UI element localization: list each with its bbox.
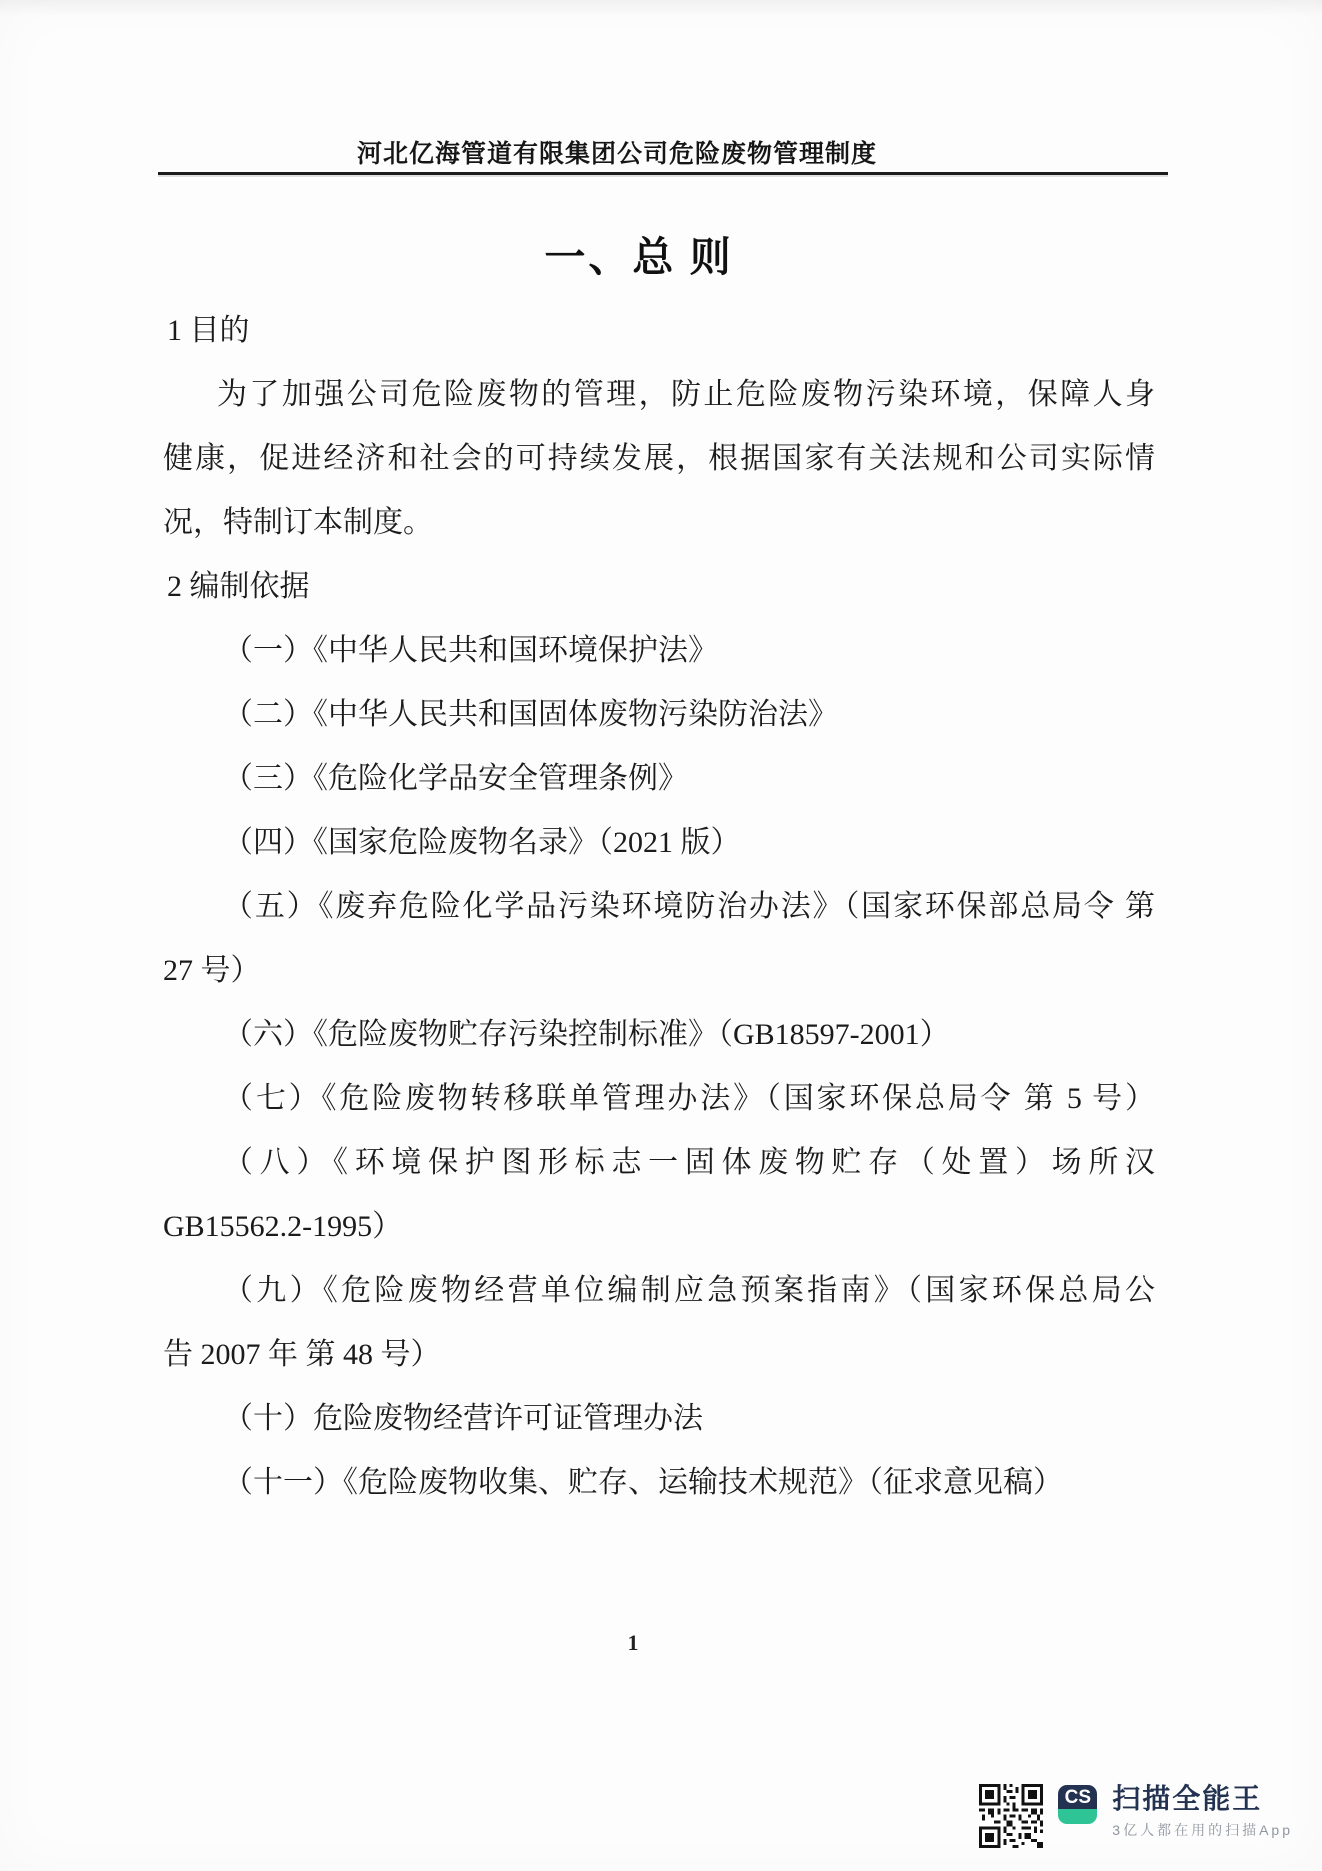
qr-code-icon [979, 1784, 1043, 1848]
document-line: （一）《中华人民共和国环境保护法》 [223, 634, 718, 667]
document-body [163, 299, 1155, 1515]
header-divider [158, 172, 1168, 175]
document-line: （十一）《危险废物收集、贮存、运输技术规范》（征求意见稿） [223, 1466, 1063, 1499]
document-line: （三）《危险化学品安全管理条例》 [223, 762, 688, 795]
camscanner-logo-text: CS [1064, 1787, 1091, 1808]
document-line: 健康，促进经济和社会的可持续发展，根据国家有关法规和公司实际情 [163, 442, 1155, 475]
scanner-tagline: 3亿人都在用的扫描App [1112, 1822, 1293, 1838]
page-number: 1 [627, 1630, 639, 1655]
document-line: （十）危险废物经营许可证管理办法 [223, 1402, 703, 1435]
scanner-app-name: 扫描全能王 [1112, 1783, 1263, 1814]
document-line: 为了加强公司危险废物的管理，防止危险废物污染环境，保障人身 [217, 378, 1155, 411]
document-header-title: 河北亿海管道有限集团公司危险废物管理制度 [356, 141, 877, 168]
scanner-watermark [979, 1783, 1293, 1848]
document-line: （七）《危险废物转移联单管理办法》（国家环保总局令 第 5 号） [223, 1082, 1155, 1115]
document-line: 2 编制依据 [167, 570, 310, 603]
document-line: 1 目的 [167, 314, 250, 347]
document-line: （二）《中华人民共和国固体废物污染防治法》 [223, 698, 838, 731]
document-line: （四）《国家危险废物名录》（2021 版） [223, 826, 741, 859]
document-line: （九）《危险废物经营单位编制应急预案指南》（国家环保总局公 [223, 1274, 1155, 1307]
section-title: 一、总 则 [544, 234, 734, 280]
document-line: 告 2007 年 第 48 号） [163, 1338, 441, 1371]
document-line: （八）《环境保护图形标志一固体废物贮存（处置）场所汉 [223, 1146, 1155, 1179]
scanner-watermark-text [1112, 1783, 1293, 1840]
camscanner-logo-icon [1058, 1785, 1097, 1824]
document-line: 27 号） [163, 954, 261, 987]
document-line: （五）《废弃危险化学品污染环境防治办法》（国家环保部总局令 第 [223, 890, 1155, 923]
document-line: （六）《危险废物贮存污染控制标准》（GB18597-2001） [223, 1018, 950, 1051]
document-line: GB15562.2-1995） [163, 1210, 403, 1243]
document-line: 况，特制订本制度。 [163, 506, 433, 539]
